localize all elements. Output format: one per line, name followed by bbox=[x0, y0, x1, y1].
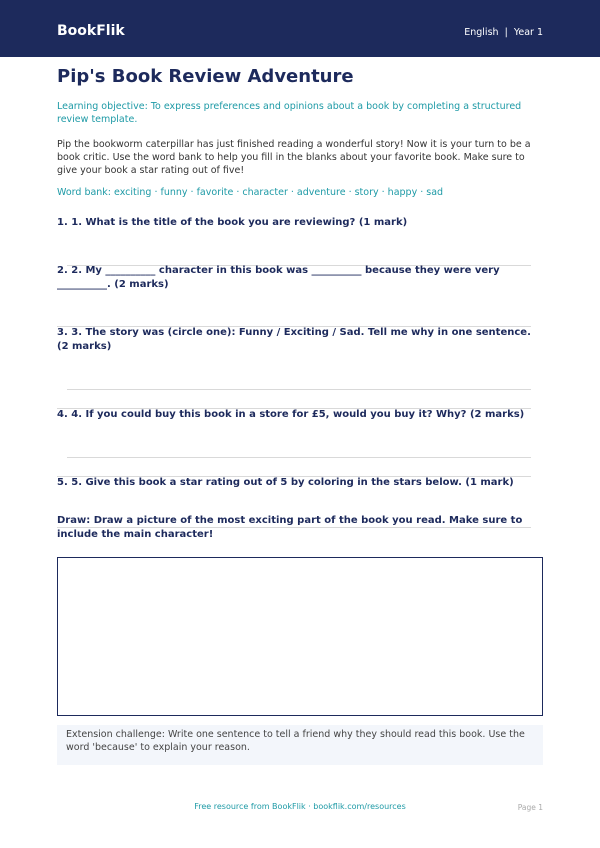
draw-task-label: Draw: Draw a picture of the most exciting part of the book you read. Make sure to include the main character! bbox=[57, 515, 523, 540]
learning-objective: Learning objective: To express preferences and opinions about a book by completing a structured review template. bbox=[57, 101, 522, 125]
subject-year-label: English | Year 1 bbox=[464, 27, 543, 38]
question-5: 5. 5. Give this book a star rating out of 5 by coloring in the stars below. (1 mark) bbox=[57, 477, 514, 488]
intro-paragraph: Pip the bookworm caterpillar has just finished reading a wonderful story! Now it is your turn to be a book critic. Use the word bank to help you fill in the blanks about your favorite book. Make sure to give your book a star rating out of five! bbox=[57, 139, 531, 176]
footer-resource-link[interactable]: Free resource from BookFlik · bookflik.com/resources bbox=[194, 802, 406, 811]
question-3: 3. 3. The story was (circle one): Funny / Exciting / Sad. Tell me why in one sentence. (2 marks) bbox=[57, 327, 531, 352]
question-4: 4. 4. If you could buy this book in a store for £5, would you buy it? Why? (2 marks) bbox=[57, 409, 525, 420]
header-bar bbox=[0, 0, 600, 57]
answer-line-4a[interactable] bbox=[67, 457, 531, 458]
page-title: Pip's Book Review Adventure bbox=[57, 66, 354, 87]
extension-challenge: Extension challenge: Write one sentence to tell a friend why they should read this book. Use the word 'because' to explain your reason. bbox=[57, 725, 543, 765]
answer-line-3a[interactable] bbox=[67, 389, 531, 390]
page-number: Page 1 bbox=[517, 803, 543, 812]
brand-logo-text: BookFlik bbox=[57, 23, 125, 39]
question-1: 1. 1. What is the title of the book you are reviewing? (1 mark) bbox=[57, 217, 408, 228]
draw-underline bbox=[57, 527, 531, 528]
question-2: 2. 2. My __________ character in this book was __________ because they were very __________. (2 marks) bbox=[57, 265, 500, 290]
word-bank: Word bank: exciting · funny · favorite · character · adventure · story · happy · sad bbox=[57, 187, 444, 198]
drawing-area[interactable] bbox=[57, 557, 543, 716]
